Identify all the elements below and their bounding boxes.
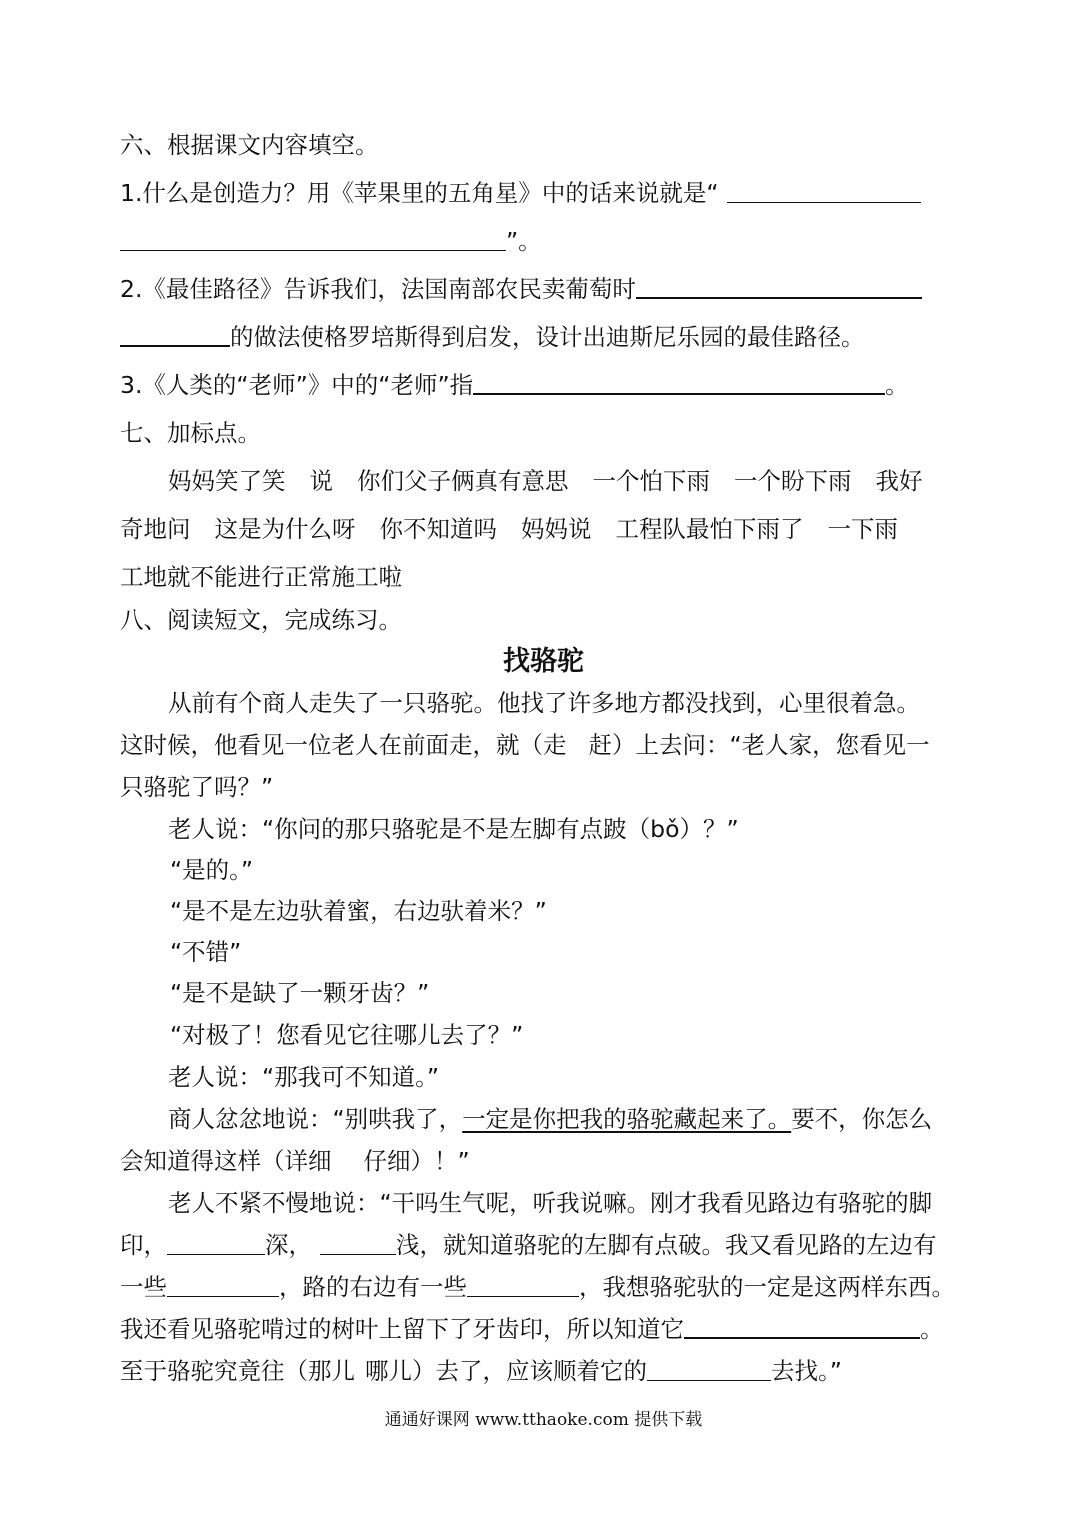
- story-title: 找骆驼: [503, 646, 584, 677]
- story-p10-line-2: [120, 1230, 937, 1260]
- page-footer: 通通好课网 www.tthaoke.com 提供下载: [384, 1410, 703, 1430]
- question-2-line-1: [120, 274, 922, 304]
- story-p10-line-5: [120, 1356, 842, 1386]
- answer-blank-q2a[interactable]: [636, 275, 922, 299]
- phrase: 我好: [875, 467, 923, 495]
- underlined-sentence: 一定是你把我的骆驼藏起来了。: [462, 1105, 792, 1133]
- story-text: 哪儿）去了，应该顺着它的: [365, 1357, 647, 1385]
- story-p10-line-4: [120, 1314, 944, 1344]
- story-text: 浅，就知道骆驼的左脚有点破。我又看见路的左边有: [396, 1231, 937, 1259]
- question-1-line-2: [120, 226, 542, 256]
- answer-blank-deep[interactable]: [167, 1232, 265, 1255]
- punctuation-line-3: 工地就不能进行正常施工啦: [120, 563, 402, 591]
- phrase: 妈妈说: [521, 515, 592, 543]
- phrase: 一个怕下雨: [592, 467, 710, 495]
- story-text: 商人忿忿地说：“别哄我了，: [168, 1105, 463, 1133]
- answer-blank-q1b[interactable]: [120, 228, 506, 251]
- story-p10-line-1: 老人不紧不慢地说：“干吗生气呢，听我说嘛。刚才我看见路边有骆驼的脚: [168, 1189, 933, 1217]
- punctuation-line-2: [120, 514, 898, 544]
- answer-blank-right-side[interactable]: [467, 1274, 579, 1297]
- phrase: 奇地问: [120, 515, 191, 543]
- question-3-end: 。: [885, 371, 909, 399]
- answer-blank-q2b[interactable]: [120, 323, 230, 347]
- choice-text: 会知道得这样（详细: [120, 1147, 332, 1175]
- story-p2: 老人说：“你问的那只骆驼是不是左脚有点跛（bǒ）？”: [168, 815, 739, 843]
- question-3-text: 3.《人类的“老师”》中的“老师”指: [120, 371, 474, 399]
- story-p1-line-1: 从前有个商人走失了一只骆驼。他找了许多地方都没找到，心里很着急。: [168, 689, 920, 717]
- story-text: 印，: [120, 1231, 167, 1259]
- story-p9-line-2: [120, 1146, 470, 1176]
- question-1-text: 1.什么是创造力？用《苹果里的五角星》中的话来说就是“: [120, 179, 719, 207]
- phrase: 说: [309, 467, 333, 495]
- choice-text: 仔细）！”: [363, 1147, 470, 1175]
- phrase: 这是为什么呀: [214, 515, 356, 543]
- story-text: 一些: [120, 1273, 167, 1301]
- punctuation-line-1: [168, 466, 923, 496]
- answer-blank-follow[interactable]: [647, 1358, 771, 1381]
- choice-text: 至于骆驼究竟往（那儿: [120, 1357, 355, 1385]
- question-3-line: [120, 370, 909, 400]
- question-1-line-1: [120, 178, 921, 208]
- section-8-heading: 八、阅读短文，完成练习。: [120, 606, 402, 634]
- story-p8: 老人说：“那我可不知道。”: [168, 1063, 440, 1091]
- story-text: 我还看见骆驼啃过的树叶上留下了牙齿印，所以知道它: [120, 1315, 684, 1343]
- story-text: 要不，你怎么: [791, 1105, 933, 1133]
- question-2-text: 2.《最佳路径》告诉我们，法国南部农民卖葡萄时: [120, 275, 636, 303]
- section-7-heading: 七、加标点。: [120, 419, 261, 447]
- story-p10-line-3: [120, 1272, 955, 1302]
- answer-blank-q3[interactable]: [473, 371, 885, 395]
- story-p5: “不错”: [170, 938, 242, 966]
- story-text: 去找。”: [771, 1357, 842, 1385]
- story-p3: “是的。”: [170, 856, 254, 884]
- phrase: 一下雨: [827, 515, 898, 543]
- answer-blank-teeth[interactable]: [684, 1315, 920, 1339]
- choice-text: 这时候，他看见一位老人在前面走，就（走: [120, 731, 567, 759]
- story-text: 深，: [265, 1231, 312, 1259]
- phrase: 工程队最怕下雨了: [615, 515, 804, 543]
- section-6-heading: 六、根据课文内容填空。: [120, 131, 379, 159]
- phrase: 你们父子俩真有意思: [357, 467, 569, 495]
- story-p7: “对极了！您看见它往哪儿去了？”: [170, 1021, 524, 1049]
- choice-text: 赶）上去问：“老人家，您看见一: [588, 731, 930, 759]
- story-p6: “是不是缺了一颗牙齿？”: [170, 979, 430, 1007]
- answer-blank-q1a[interactable]: [727, 180, 921, 203]
- story-text: ，我想骆驼驮的一定是这两样东西。: [579, 1273, 955, 1301]
- phrase: 你不知道吗: [379, 515, 497, 543]
- phrase: 一个盼下雨: [734, 467, 852, 495]
- answer-blank-left-side[interactable]: [167, 1274, 279, 1297]
- question-2-rest: 的做法使格罗培斯得到启发，设计出迪斯尼乐园的最佳路径。: [230, 323, 865, 351]
- story-text: ，路的右边有一些: [279, 1273, 467, 1301]
- answer-blank-shallow[interactable]: [320, 1232, 396, 1255]
- story-p4: “是不是左边驮着蜜，右边驮着米？”: [170, 897, 547, 925]
- question-1-close: ”。: [506, 227, 542, 255]
- story-p1-line-2: [120, 730, 930, 760]
- story-p9-line-1: [168, 1104, 932, 1134]
- story-text: 。: [920, 1315, 944, 1343]
- phrase: 妈妈笑了笑: [168, 467, 286, 495]
- question-2-line-2: [120, 322, 865, 352]
- story-p1-line-3: 只骆驼了吗？”: [120, 773, 274, 801]
